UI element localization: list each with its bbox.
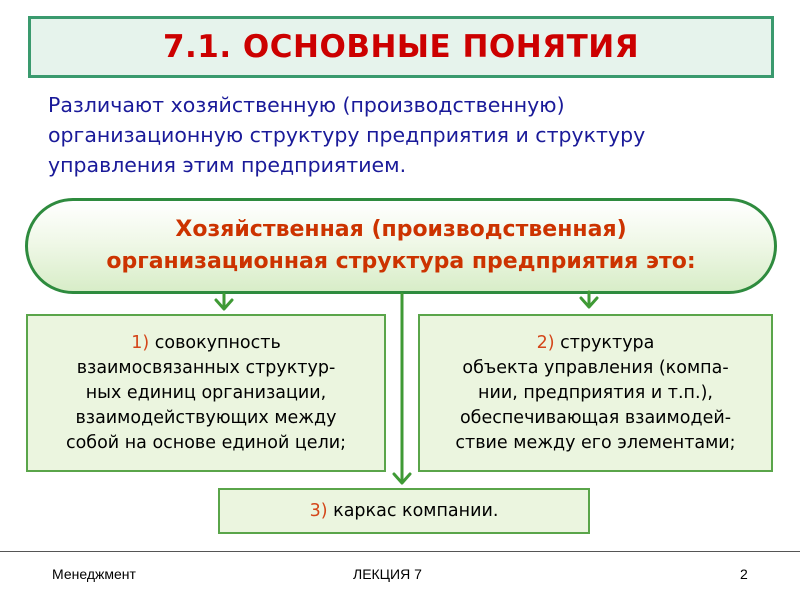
intro-line: Различают хозяйственную (производственную) [48,93,565,117]
arrow-right-head [581,298,597,307]
page-title: 7.1. ОСНОВНЫЕ ПОНЯТИЯ [162,29,640,65]
item-3-line [310,499,499,524]
item-line: ных единиц организации, [85,382,327,403]
item-line: объекта управления (компа- [462,357,729,378]
item-line: обеспечивающая взаимодей- [459,407,732,428]
item-box-2 [418,314,773,472]
item-line: совокупность [154,332,281,353]
item-line: взаимосвязанных структур- [76,357,336,378]
item-line: взаимодействующих между [75,407,337,428]
item-1-first-line [131,331,281,356]
intro-line: организационную структуру предприятия и структуру [48,123,646,147]
footer-lecture: ЛЕКЦИЯ 7 [353,566,422,582]
intro-line: управления этим предприятием. [48,153,407,177]
item-line: структура [560,332,655,353]
item-line: собой на основе единой цели; [65,432,347,453]
footer-page-number: 2 [740,566,748,582]
item-box-3 [218,488,590,534]
item-box-1 [26,314,386,472]
definition-line: организационная структура предприятия это: [106,249,696,274]
item-number: 1) [131,332,150,353]
title-banner [28,16,774,78]
item-number: 2) [536,332,555,353]
footer-course: Менеджмент [52,566,136,582]
item-line: каркас компании. [333,500,499,521]
definition-line: Хозяйственная (производственная) [175,217,627,242]
item-line: ствие между его элементами; [455,432,736,453]
item-line: нии, предприятия и т.п.), [478,382,713,403]
intro-paragraph [48,90,748,180]
arrow-left-head [216,300,232,309]
definition-pill [25,198,777,294]
item-2-first-line [537,331,655,356]
arrow-center-head [394,474,410,483]
item-number: 3) [309,500,328,521]
footer-divider [0,551,800,552]
